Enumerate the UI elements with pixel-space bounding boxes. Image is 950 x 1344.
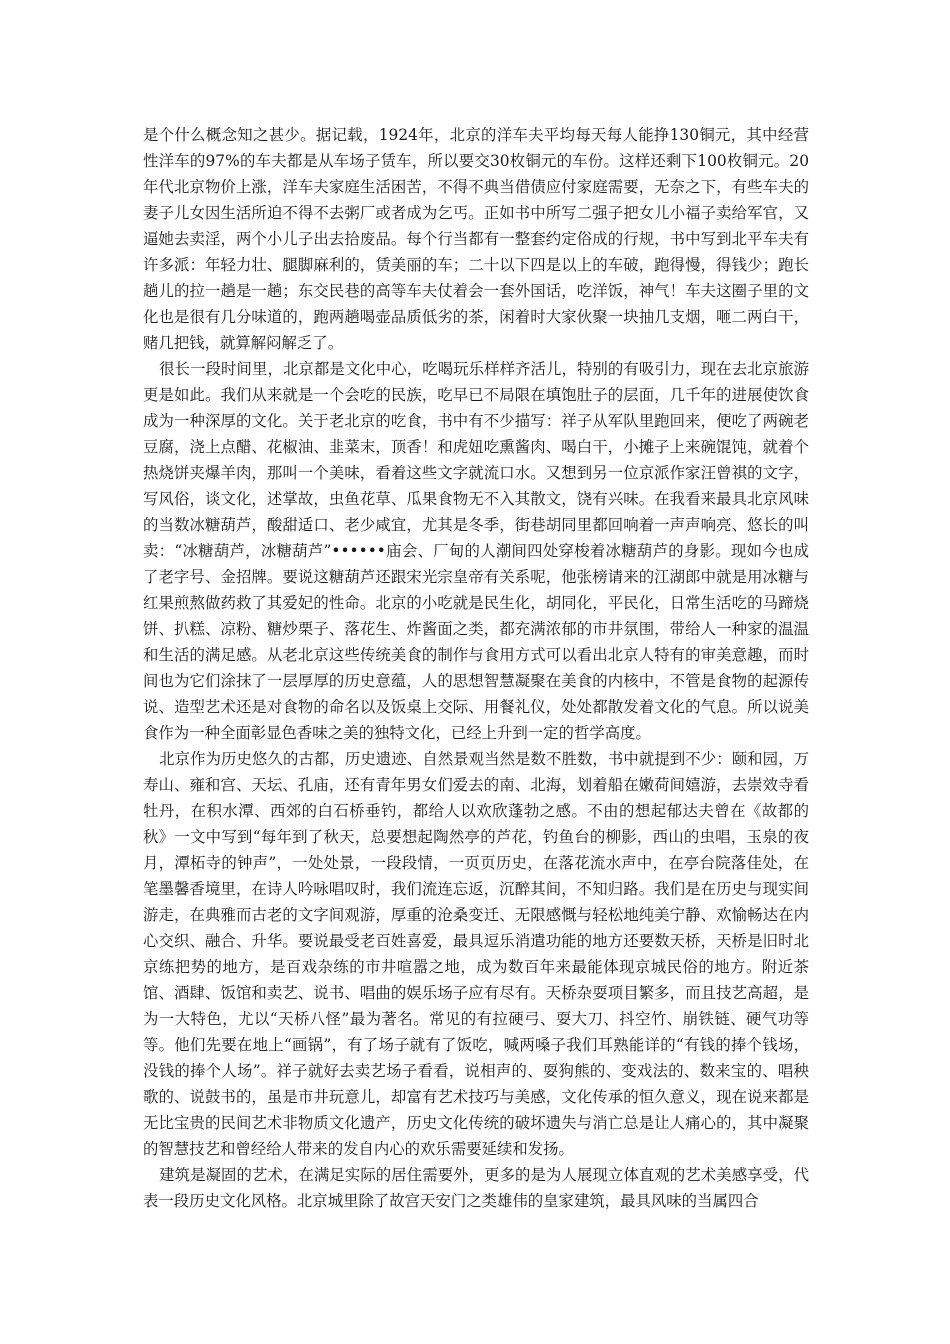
- paragraph-historic-sites: 北京作为历史悠久的古都，历史遗迹、自然景观当然是数不胜数，书中就提到不少：颐和园，万寿山、雍和宫、天坛、孔庙，还有青年男女们爱去的南、北海，划着船在嫩荷间嬉游，去崇效寺看牡丹，在积水潭、西郊的白石桥垂钓，都给人以欢欣蓬勃之感。不由的想起郁达夫曾在《故都的秋》一文中写到“每年到了秋天，总要想起陶然亭的芦花，钓鱼台的柳影，西山的虫唱，玉泉的夜月，潭柘寺的钟声”，一处处景，一段段情，一页页历史，在落花流水声中，在亭台院落佳处，在笔墨馨香境里，在诗人吟咏唱叹时，我们流连忘返，沉醉其间，不知归路。我们是在历史与现实间游走，在典雅而古老的文字间观游，厚重的沧桑变迁、无限感慨与轻松地纯美宁静、欢愉畅达在内心交织、融合、升华。要说最受老百姓喜爱，最具逗乐消遣功能的地方还要数天桥，天桥是旧时北京练把势的地方，是百戏杂练的市井喧嚣之地，成为数百年来最能体现京城民俗的地方。附近茶馆、酒肆、饭馆和卖艺、说书、唱曲的娱乐场子应有尽有。天桥杂耍项目繁多，而且技艺高超，是为一大特色，尤以“天桥八怪”最为著名。常见的有拉硬弓、耍大刀、抖空竹、崩铁链、硬气功等等。他们先要在地上“画锅”，有了场子就有了饭吃，喊两嗓子我们耳熟能详的“有钱的捧个钱场，没钱的捧个人场”。祥子就好去卖艺场子看看，说相声的、耍狗熊的、变戏法的、数来宝的、唱秧歌的、说鼓书的，虽是市井玩意儿，却富有艺术技巧与美感，文化传承的恒久意义，现在说来都是无比宝贵的民间艺术非物质文化遗产，历史文化传统的破坏遗失与消亡总是让人痛心的，其中凝聚的智慧技艺和曾经给人带来的发自内心的欢乐需要延续和发扬。: [143, 750, 809, 1158]
- document-page: [143, 122, 809, 1214]
- paragraph-beijing-food: 很长一段时间里，北京都是文化中心，吃喝玩乐样样齐活儿，特别的有吸引力，现在去北京旅游更是如此。我们从来就是一个会吃的民族，吃早已不局限在填饱肚子的层面，几千年的进展使饮食成为一种深厚的文化。关于老北京的吃食，书中有不少描写：祥子从军队里跑回来，便吃了两碗老豆腐，浇上点醋、花椒油、韭菜末，顶香！和虎妞吃熏酱肉、喝白干，小摊子上来碗馄饨，就着个热烧饼夹爆羊肉，那叫一个美味，看着这些文字就流口水。又想到另一位京派作家汪曾祺的文字，写风俗，谈文化，述掌故，虫鱼花草、瓜果食物无不入其散文，饶有兴味。在我看来最具北京风味的当数冰糖葫芦，酸甜适口、老少咸宜，尤其是冬季，街巷胡同里都回响着一声声响亮、悠长的叫卖：“冰糖葫芦，冰糖葫芦”••••••庙会、厂甸的人潮间四处穿梭着冰糖葫芦的身影。现如今也成了老字号、金招牌。要说这糖葫芦还跟宋光宗皇帝有关系呢，他张榜请来的江湖郎中就是用冰糖与红果煎熬做药救了其爱妃的性命。北京的小吃就是民生化，胡同化，平民化，日常生活吃的马蹄烧饼、扒糕、凉粉、糖炒栗子、落花生、炸酱面之类，都充满浓郁的市井氛围，带给人一种家的温温和生活的满足感。从老北京这些传统美食的制作与食用方式可以看出北京人特有的审美意趣，而时间也为它们涂抹了一层厚厚的历史意蕴，人的思想智慧凝聚在美食的内核中，不管是食物的起源传说、造型艺术还是对食物的命名以及饭桌上交际、用餐礼仪，处处都散发着文化的气息。所以说美食作为一种全面彰显色香味之美的独特文化，已经上升到一定的哲学高度。: [143, 360, 809, 742]
- paragraph-rickshaw-pullers: 是个什么概念知之甚少。据记载，1924年，北京的洋车夫平均每天每人能挣130铜元，其中经营性洋车的97%的车夫都是从车场子赁车，所以要交30枚铜元的车份。这样还剩下100枚铜元。20年代北京物价上涨，洋车夫家庭生活困苦，不得不典当借债应付家庭需要，无奈之下，有些车夫的妻子儿女因生活所迫不得不去粥厂或者成为乞丐。正如书中所写二强子把女儿小福子卖给军官，又逼她去卖淫，两个小儿子出去拾废品。每个行当都有一整套约定俗成的行规，书中写到北平车夫有许多派：年轻力壮、腿脚麻利的，赁美丽的车；二十以下四是以上的车破，跑得慢，得钱少；跑长趟儿的拉一趟是一趟；东交民巷的高等车夫仗着会一套外国话，吃洋饭，神气！车夫这圈子里的文化也是很有几分味道的，跑两趟喝壶品质低劣的茶，闲着时大家伙聚一块抽几支烟，咂二两白干，赌几把钱，就算解闷解乏了。: [143, 126, 809, 352]
- paragraph-architecture: 建筑是凝固的艺术，在满足实际的居住需要外，更多的是为人展现立体直观的艺术美感享受，代表一段历史文化风格。北京城里除了故宫天安门之类雄伟的皇家建筑，最具风味的当属四合: [143, 1166, 809, 1210]
